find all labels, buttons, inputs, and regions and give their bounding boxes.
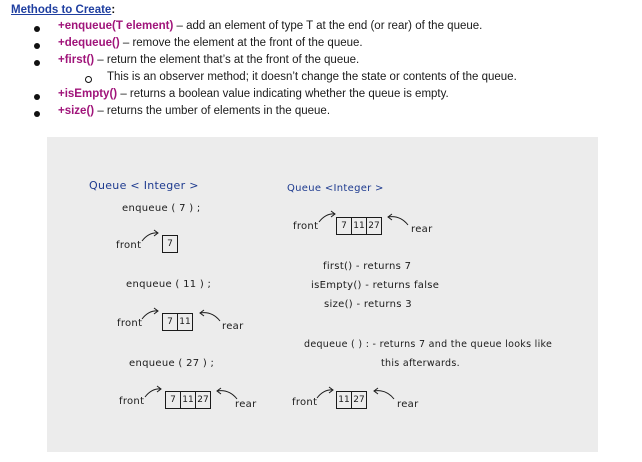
bullet-icon: [34, 26, 40, 32]
queue-cell: 11: [179, 317, 191, 327]
method-name: +enqueue(T element): [58, 20, 174, 32]
method-name: +size(): [58, 105, 95, 117]
rear-arrow-icon: [384, 213, 410, 227]
queue-box-step1: [162, 235, 178, 253]
rear-arrow-icon: [196, 309, 222, 323]
first-result: first() - returns 7: [323, 261, 412, 272]
bullet-icon: [34, 111, 40, 117]
front-label: front: [292, 397, 318, 408]
left-call-enqueue-11: enqueue ( 11 ) ;: [126, 279, 212, 290]
bullet-icon: [34, 60, 40, 66]
bullet-icon: [34, 43, 40, 49]
front-arrow-icon: [141, 229, 161, 243]
queue-cell: 27: [368, 221, 380, 231]
handwritten-queue-sketch: [47, 137, 598, 452]
heading-colon: :: [111, 4, 116, 16]
isempty-result: isEmpty() - returns false: [311, 280, 440, 291]
queue-cell: 7: [163, 314, 178, 330]
queue-cell: 27: [353, 395, 365, 405]
method-desc: – returns a boolean value indicating whether the queue is empty.: [117, 88, 449, 100]
rear-label: rear: [411, 224, 433, 235]
front-arrow-icon: [141, 307, 161, 321]
bullet-icon: [34, 94, 40, 100]
front-arrow-icon: [144, 385, 164, 399]
left-call-enqueue-27: enqueue ( 27 ) ;: [129, 358, 215, 369]
observer-note: This is an observer method; it doesn’t change the state or contents of the queue.: [107, 71, 517, 83]
front-label: front: [293, 221, 319, 232]
left-title: Queue < Integer >: [89, 179, 199, 192]
queue-cell: 11: [337, 392, 352, 408]
method-desc: – remove the element at the front of the queue.: [119, 37, 363, 49]
front-arrow-icon: [318, 210, 338, 224]
queue-cell: 7: [166, 392, 181, 408]
method-desc: – return the element that’s at the front of the queue.: [94, 54, 360, 66]
rear-label: rear: [222, 321, 244, 332]
rear-arrow-icon: [370, 387, 396, 401]
queue-box-after-dequeue: [336, 391, 367, 409]
method-desc: – returns the umber of elements in the queue.: [94, 105, 331, 117]
queue-box-full: [336, 217, 382, 235]
queue-cell: 7: [167, 239, 173, 249]
queue-cell: 27: [197, 395, 209, 405]
queue-cell: 11: [352, 218, 367, 234]
hollow-bullet-icon: [85, 76, 92, 83]
front-arrow-icon: [316, 386, 336, 400]
heading-title: Methods to Create: [11, 4, 112, 16]
queue-cell: 11: [181, 392, 196, 408]
size-result: size() - returns 3: [324, 299, 412, 310]
method-name: +isEmpty(): [58, 88, 118, 100]
dequeue-explanation: dequeue ( ) : - returns 7 and the queue looks like: [304, 339, 553, 350]
front-label: front: [117, 318, 143, 329]
rear-label: rear: [397, 399, 419, 410]
front-label: front: [119, 396, 145, 407]
right-title: Queue <Integer >: [287, 183, 384, 194]
queue-cell: 7: [337, 218, 352, 234]
method-name: +dequeue(): [58, 37, 120, 49]
left-call-enqueue-7: enqueue ( 7 ) ;: [122, 203, 201, 214]
rear-label: rear: [235, 399, 257, 410]
method-desc: – add an element of type T at the end (or rear) of the queue.: [173, 20, 483, 32]
section-heading: [11, 4, 115, 16]
queue-box-step3: [165, 391, 211, 409]
queue-box-step2: [162, 313, 193, 331]
front-label: front: [116, 240, 142, 251]
method-name: +first(): [58, 54, 95, 66]
dequeue-explanation-cont: this afterwards.: [381, 358, 460, 369]
